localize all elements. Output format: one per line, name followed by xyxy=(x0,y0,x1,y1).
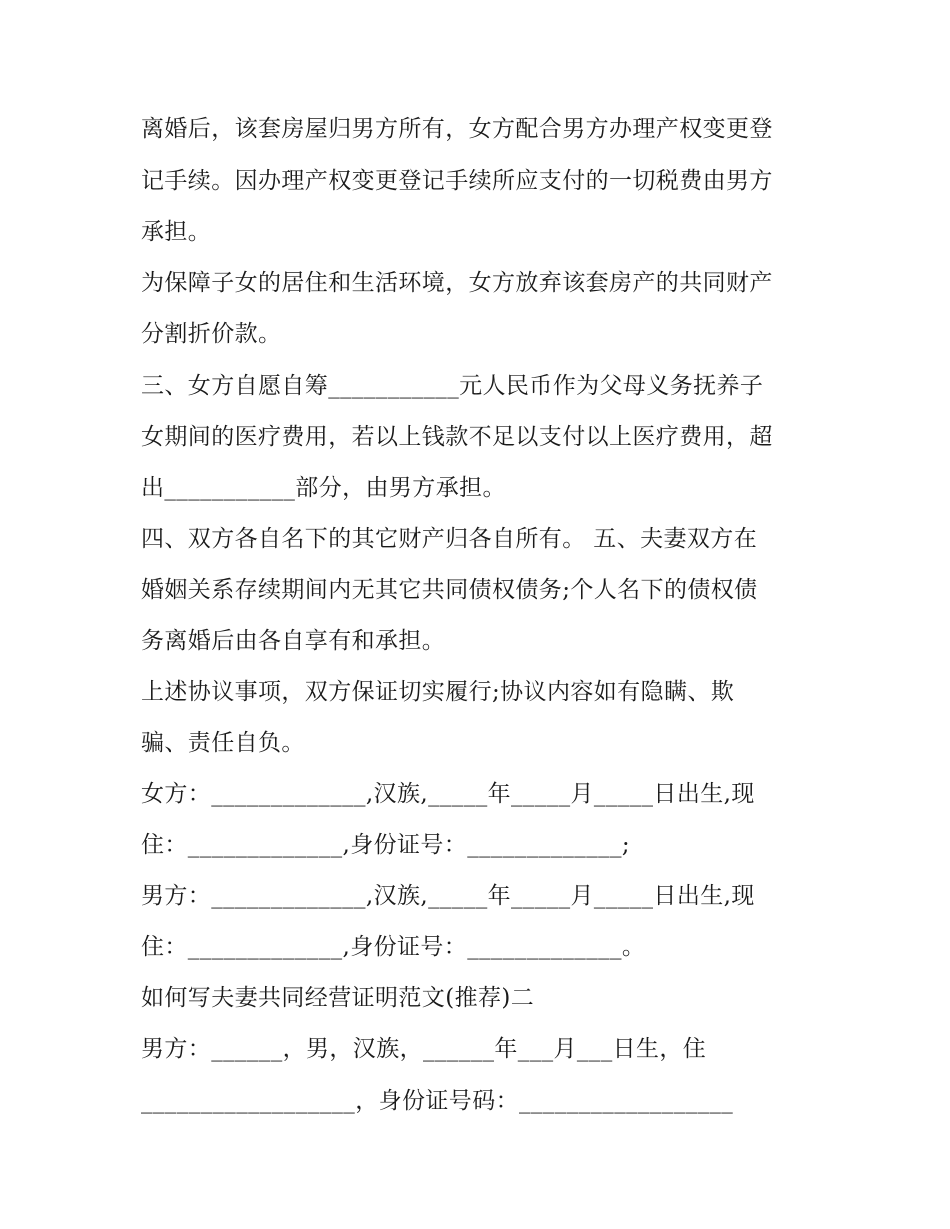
text-line: 务离婚后由各自享有和承担。 xyxy=(141,628,446,654)
text-line: 男方：_____________,汉族,_____年_____月_____日出生,现 xyxy=(141,883,755,909)
text-line: 住：_____________,身份证号：_____________。 xyxy=(141,934,646,960)
text-line: 男方：______，男，汉族，______年___月___日生，住 xyxy=(141,1036,707,1062)
text-line: 出___________部分，由男方承担。 xyxy=(141,475,506,501)
text-line: 骗、责任自负。 xyxy=(141,730,305,756)
text-line: __________________，身份证号码：__________________ xyxy=(141,1088,734,1114)
section-heading: 如何写夫妻共同经营证明范文(推荐)二 xyxy=(141,985,535,1011)
text-line: 三、女方自愿自筹___________元人民币作为父母义务抚养子 xyxy=(141,373,764,399)
text-line: 承担。 xyxy=(141,219,212,245)
text-line: 住：_____________,身份证号：_____________; xyxy=(141,832,631,858)
text-line: 上述协议事项，双方保证切实履行;协议内容如有隐瞒、欺 xyxy=(141,679,735,705)
text-line: 记手续。因办理产权变更登记手续所应支付的一切税费由男方 xyxy=(141,168,773,194)
text-line: 为保障子女的居住和生活环境，女方放弃该套房产的共同财产 xyxy=(141,270,773,296)
text-line: 婚姻关系存续期间内无其它共同债权债务;个人名下的债权债 xyxy=(141,577,758,603)
text-line: 离婚后，该套房屋归男方所有，女方配合男方办理产权变更登 xyxy=(141,116,773,142)
text-line: 女期间的医疗费用，若以上钱款不足以支付以上医疗费用，超 xyxy=(141,424,773,450)
text-line: 四、双方各自名下的其它财产归各自所有。 五、夫妻双方在 xyxy=(141,526,758,552)
text-line: 分割折价款。 xyxy=(141,321,282,347)
text-line: 女方：_____________,汉族,_____年_____月_____日出生,现 xyxy=(141,781,755,807)
